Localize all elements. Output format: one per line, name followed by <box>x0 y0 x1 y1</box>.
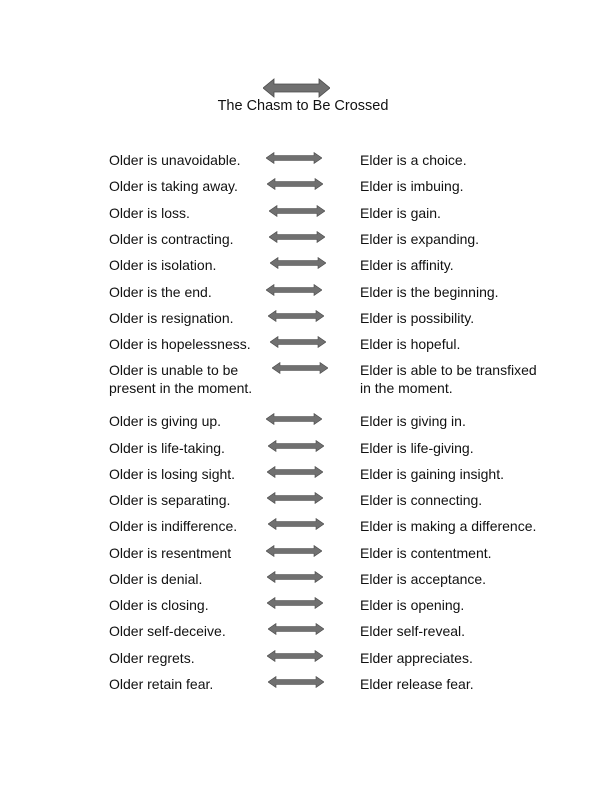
older-statement: Older is giving up. <box>109 413 222 429</box>
older-statement: Older is unavoidable. <box>109 152 241 168</box>
older-statement: Older retain fear. <box>109 676 214 692</box>
double-arrow-icon <box>268 518 324 530</box>
older-statement: Older is unable to be present in the moment. <box>109 362 253 396</box>
elder-statement: Elder is contentment. <box>360 545 492 561</box>
older-statement: Older is indifference. <box>109 518 238 534</box>
double-arrow-icon <box>267 466 323 478</box>
elder-statement: Elder self-reveal. <box>360 623 466 639</box>
double-arrow-icon <box>267 492 323 504</box>
elder-statement: Elder release fear. <box>360 676 474 692</box>
elder-statement: Elder is expanding. <box>360 231 480 247</box>
elder-statement: Elder is hopeful. <box>360 336 461 352</box>
elder-statement: Elder is life-giving. <box>360 440 474 456</box>
elder-statement: Elder appreciates. <box>360 650 473 666</box>
elder-statement: Elder is opening. <box>360 597 465 613</box>
older-statement: Older is life-taking. <box>109 440 225 456</box>
older-statement: Older is isolation. <box>109 257 217 273</box>
elder-statement: Elder is imbuing. <box>360 178 464 194</box>
older-statement: Older is losing sight. <box>109 466 236 482</box>
older-statement: Older is loss. <box>109 205 190 221</box>
older-statement: Older is hopelessness. <box>109 336 251 352</box>
double-arrow-icon <box>269 231 325 243</box>
older-statement: Older is denial. <box>109 571 203 587</box>
older-statement: Older is resignation. <box>109 310 234 326</box>
elder-statement: Elder is gain. <box>360 205 441 221</box>
double-arrow-icon <box>267 178 323 190</box>
double-arrow-icon <box>268 440 324 452</box>
older-statement: Older is resentment <box>109 545 232 561</box>
elder-statement: Elder is the beginning. <box>360 284 499 300</box>
elder-statement: Elder is making a difference. <box>360 518 537 534</box>
elder-statement: Elder is gaining insight. <box>360 466 504 482</box>
double-arrow-icon <box>270 336 326 348</box>
double-arrow-icon <box>267 571 323 583</box>
double-arrow-icon <box>267 597 323 609</box>
double-arrow-icon <box>269 205 325 217</box>
elder-statement: Elder is affinity. <box>360 257 454 273</box>
older-statement: Older is the end. <box>109 284 212 300</box>
double-arrow-icon <box>266 413 322 425</box>
double-arrow-icon <box>268 310 324 322</box>
double-arrow-icon <box>266 284 322 296</box>
older-statement: Older is closing. <box>109 597 209 613</box>
double-arrow-icon <box>268 623 324 635</box>
older-statement: Older is contracting. <box>109 231 234 247</box>
double-arrow-icon <box>266 152 322 164</box>
double-arrow-icon <box>266 545 322 557</box>
page-title: The Chasm to Be Crossed <box>217 98 389 114</box>
older-statement: Older is separating. <box>109 492 231 508</box>
double-arrow-icon <box>272 362 328 374</box>
older-statement: Older is taking away. <box>109 178 238 194</box>
older-statement: Older regrets. <box>109 650 195 666</box>
double-arrow-icon <box>267 650 323 662</box>
elder-statement: Elder is able to be transfixed in the moment. <box>360 362 537 396</box>
elder-statement: Elder is connecting. <box>360 492 483 508</box>
elder-statement: Elder is acceptance. <box>360 571 487 587</box>
double-arrow-icon <box>268 676 324 688</box>
double-arrow-icon <box>270 257 326 269</box>
elder-statement: Elder is possibility. <box>360 310 475 326</box>
elder-statement: Elder is giving in. <box>360 413 466 429</box>
older-statement: Older self-deceive. <box>109 623 226 639</box>
elder-statement: Elder is a choice. <box>360 152 467 168</box>
